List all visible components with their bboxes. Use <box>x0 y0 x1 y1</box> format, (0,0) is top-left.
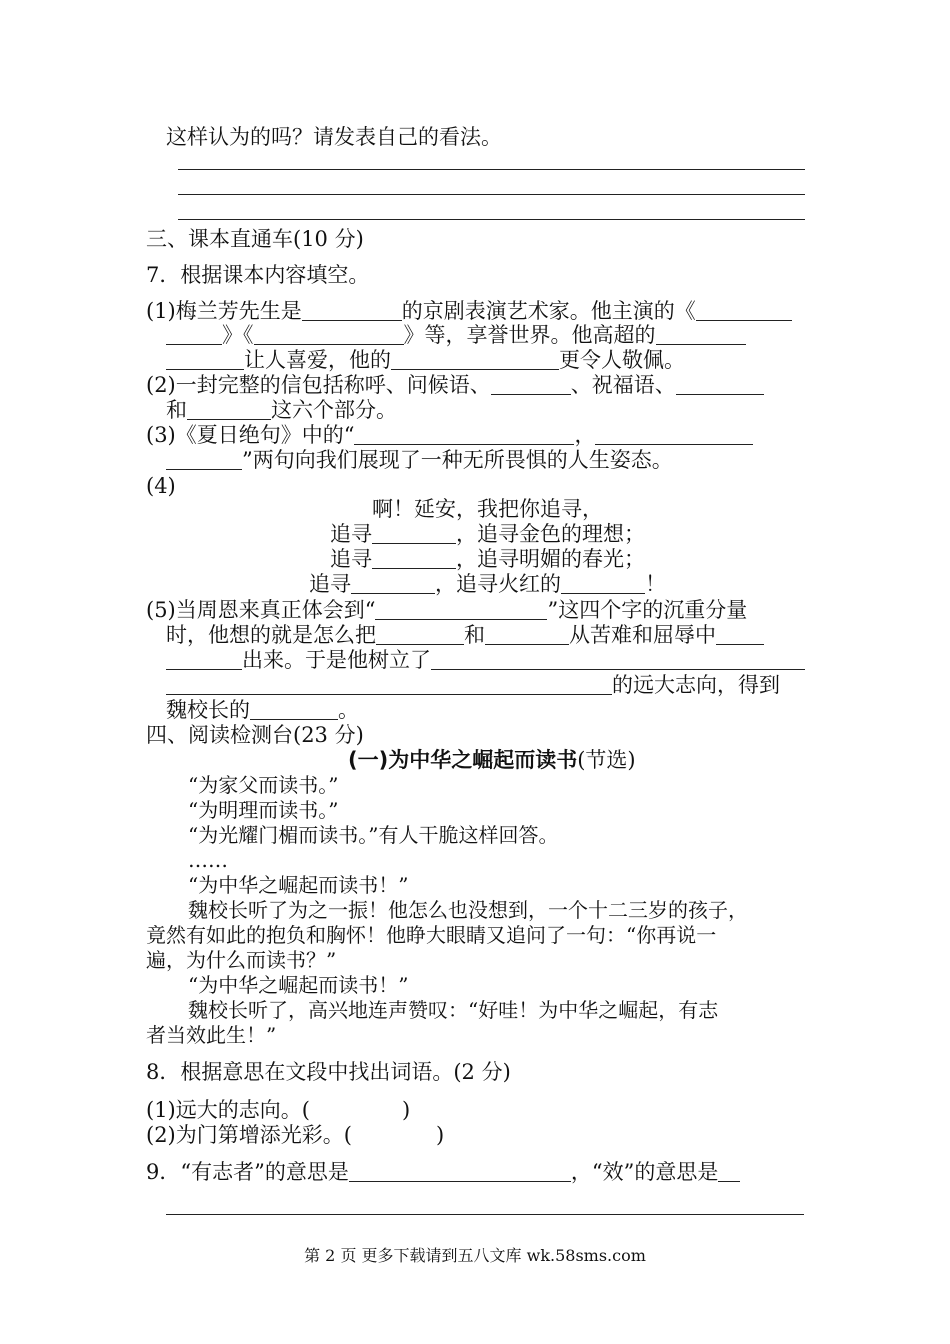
fill-blank[interactable] <box>254 324 404 345</box>
fill-blank[interactable] <box>354 424 574 445</box>
q7-5-text: 时，他想的就是怎么把 <box>166 623 376 647</box>
fill-blank[interactable] <box>250 699 338 720</box>
passage-line: 竟然有如此的抱负和胸怀！他睁大眼睛又追问了一句：“你再说一 <box>146 923 717 947</box>
q8-1-text: (1)远大的志向。( <box>146 1098 310 1122</box>
passage-line: 遍，为什么而读书？” <box>146 948 337 972</box>
q7-1-text: (1)梅兰芳先生是 <box>146 299 302 323</box>
q7-5-text: 的远大志向，得到 <box>612 673 780 697</box>
paren-close: ) <box>401 1098 411 1122</box>
answer-line[interactable] <box>178 194 805 195</box>
poem-text: 追寻 <box>330 547 372 571</box>
q7-5-line5 <box>166 697 359 723</box>
section-title: 四、阅读检测台(23 分) <box>146 723 364 747</box>
q7-5-line4 <box>166 672 780 698</box>
fill-blank[interactable] <box>696 300 792 321</box>
q7-5-text: 。 <box>338 698 359 722</box>
fill-blank[interactable] <box>187 399 271 420</box>
fill-blank[interactable] <box>166 324 222 345</box>
intro-line: 这样认为的吗？请发表自己的看法。 <box>166 125 502 149</box>
q7-2-text: 、祝福语、 <box>570 373 676 397</box>
q7-5-text: 魏校长的 <box>166 698 250 722</box>
passage-line: “为家父而读书。” <box>188 773 339 797</box>
q8-2-text: (2)为门第增添光彩。( <box>146 1123 352 1147</box>
q7-2-text: (2)一封完整的信包括称呼、问候语、 <box>146 373 491 397</box>
q7-2-text: 和 <box>166 398 187 422</box>
poem-text: 追寻 <box>309 572 351 596</box>
fill-blank[interactable] <box>166 674 612 695</box>
page-footer: 第 2 页 更多下载请到五八文库 wk.58sms.com <box>304 1246 646 1265</box>
fill-blank[interactable] <box>485 624 569 645</box>
fill-blank[interactable] <box>166 349 244 370</box>
paren-close: ) <box>435 1123 445 1147</box>
question-title: 8．根据意思在文段中找出词语。(2 分) <box>146 1060 511 1084</box>
q7-5-line2 <box>166 622 764 648</box>
q7-5-text: (5)当周恩来真正体会到“ <box>146 598 376 622</box>
q7-5-text: 从苦难和屈辱中 <box>569 623 716 647</box>
fill-blank[interactable] <box>372 548 456 569</box>
q9-line1 <box>146 1159 740 1185</box>
fill-blank[interactable] <box>656 324 746 345</box>
q7-2-line2 <box>166 397 397 423</box>
fill-blank[interactable] <box>595 424 753 445</box>
q7-3-line2 <box>166 447 673 473</box>
fill-blank[interactable] <box>431 649 805 670</box>
passage-line: 魏校长听了为之一振！他怎么也没想到，一个十二三岁的孩子， <box>188 898 748 922</box>
fill-blank[interactable] <box>351 573 435 594</box>
q7-2-text: 这六个部分。 <box>271 398 397 422</box>
q7-3-text: ， <box>574 423 596 447</box>
q7-3-line1 <box>146 422 753 448</box>
fill-blank[interactable] <box>166 449 242 470</box>
fill-blank[interactable] <box>302 300 402 321</box>
answer-line[interactable] <box>166 1214 804 1215</box>
passage-line: 者当效此生！” <box>146 1023 277 1047</box>
fill-blank[interactable] <box>718 1161 740 1182</box>
q8-2 <box>146 1122 444 1148</box>
fill-blank[interactable] <box>375 599 547 620</box>
poem-line: 啊！延安，我把你追寻， <box>372 497 603 521</box>
poem-text: ，追寻明媚的春光； <box>456 547 645 571</box>
poem-text: ！ <box>645 572 666 596</box>
q7-1-text: 更令人敬佩。 <box>559 348 685 372</box>
passage-line: “为明理而读书。” <box>188 798 339 822</box>
poem-line <box>330 546 645 572</box>
poem-text: ，追寻火红的 <box>435 572 561 596</box>
fill-blank[interactable] <box>349 1161 571 1182</box>
q7-1-text: 》《 <box>222 323 254 347</box>
passage-line: “为中华之崛起而读书！” <box>188 873 409 897</box>
q7-1-line3 <box>166 347 685 373</box>
section-title: 三、课本直通车(10 分) <box>146 227 364 251</box>
answer-line[interactable] <box>178 219 805 220</box>
fill-blank[interactable] <box>166 649 242 670</box>
passage-note: (节选) <box>577 748 636 772</box>
poem-line <box>309 571 666 597</box>
q7-5-text: 和 <box>464 623 485 647</box>
fill-blank[interactable] <box>676 374 764 395</box>
fill-blank[interactable] <box>716 624 764 645</box>
passage-line: 魏校长听了，高兴地连声赞叹：“好哇！为中华之崛起，有志 <box>188 998 719 1022</box>
q7-3-text: (3)《夏日绝句》中的“ <box>146 423 355 447</box>
poem-text: ，追寻金色的理想； <box>456 522 645 546</box>
poem-text: 追寻 <box>330 522 372 546</box>
passage-title-text: (一)为中华之崛起而读书 <box>348 748 578 772</box>
fill-blank[interactable] <box>561 573 645 594</box>
q7-4-label: (4) <box>146 474 176 498</box>
q7-1-line1 <box>146 298 792 324</box>
question-title: 7．根据课本内容填空。 <box>146 263 370 287</box>
fill-blank[interactable] <box>391 349 559 370</box>
q9-text: ，“效”的意思是 <box>570 1160 719 1184</box>
q7-5-line3 <box>166 647 805 673</box>
passage-line: “为中华之崛起而读书！” <box>188 973 409 997</box>
passage-line: “为光耀门楣而读书。”有人干脆这样回答。 <box>188 823 559 847</box>
answer-line[interactable] <box>178 169 805 170</box>
q7-1-line2 <box>166 322 746 348</box>
passage-title <box>348 747 636 773</box>
q7-3-text: ”两句向我们展现了一种无所畏惧的人生姿态。 <box>242 448 673 472</box>
q7-5-line1 <box>146 597 747 623</box>
q9-text: 9．“有志者”的意思是 <box>146 1160 349 1184</box>
fill-blank[interactable] <box>491 374 571 395</box>
q7-1-text: 的京剧表演艺术家。他主演的《 <box>401 299 696 323</box>
poem-line <box>330 521 645 547</box>
fill-blank[interactable] <box>372 523 456 544</box>
passage-line: …… <box>188 848 228 872</box>
q7-5-text: ”这四个字的沉重分量 <box>547 598 748 622</box>
q7-1-text: 让人喜爱，他的 <box>244 348 391 372</box>
q7-2-line1 <box>146 372 764 398</box>
q8-1 <box>146 1097 410 1123</box>
fill-blank[interactable] <box>376 624 464 645</box>
q7-1-text: 》等，享誉世界。他高超的 <box>403 323 656 347</box>
q7-5-text: 出来。于是他树立了 <box>242 648 431 672</box>
